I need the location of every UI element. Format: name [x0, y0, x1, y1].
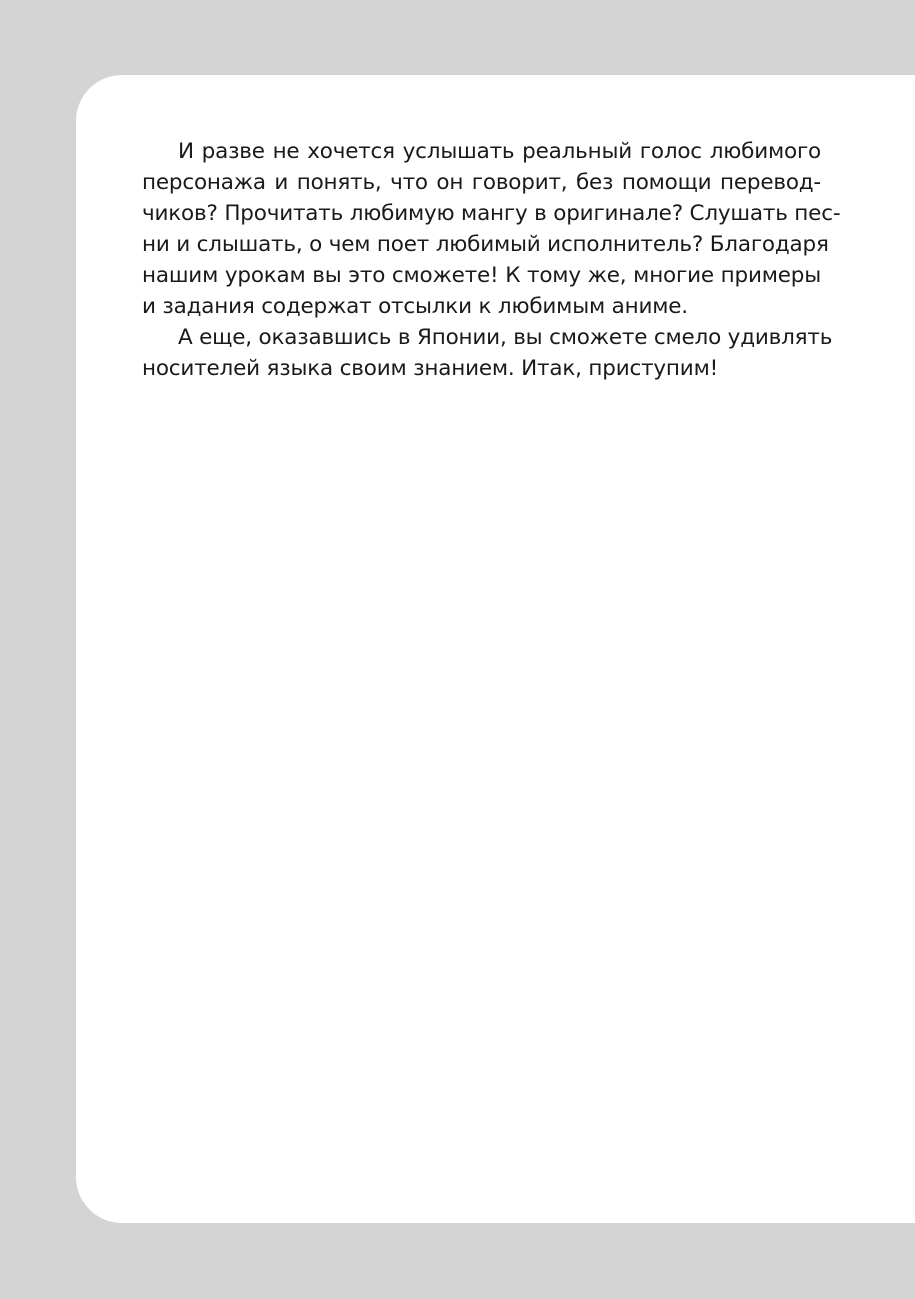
text-line: носителей языка своим знанием. Итак, приступим!	[142, 356, 719, 381]
text-line: нашим урокам вы это сможете! К тому же, многие примеры	[142, 263, 821, 288]
body-text	[142, 136, 841, 384]
text-line: и задания содержат отсылки к любимым аниме.	[142, 294, 688, 319]
text-line: А еще, оказавшись в Японии, вы сможете смело удивлять	[178, 325, 833, 350]
text-line: И разве не хочется услышать реальный голос любимого	[178, 139, 821, 164]
text-line: чиков? Прочитать любимую мангу в оригинале? Слушать пес-	[142, 201, 841, 226]
text-line: персонажа и понять, что он говорит, без помощи перевод-	[142, 170, 821, 195]
paragraph-2	[142, 322, 833, 384]
paragraph-1	[142, 136, 841, 322]
text-line: ни и слышать, о чем поет любимый исполнитель? Благодаря	[142, 232, 829, 257]
book-page	[76, 75, 915, 1223]
